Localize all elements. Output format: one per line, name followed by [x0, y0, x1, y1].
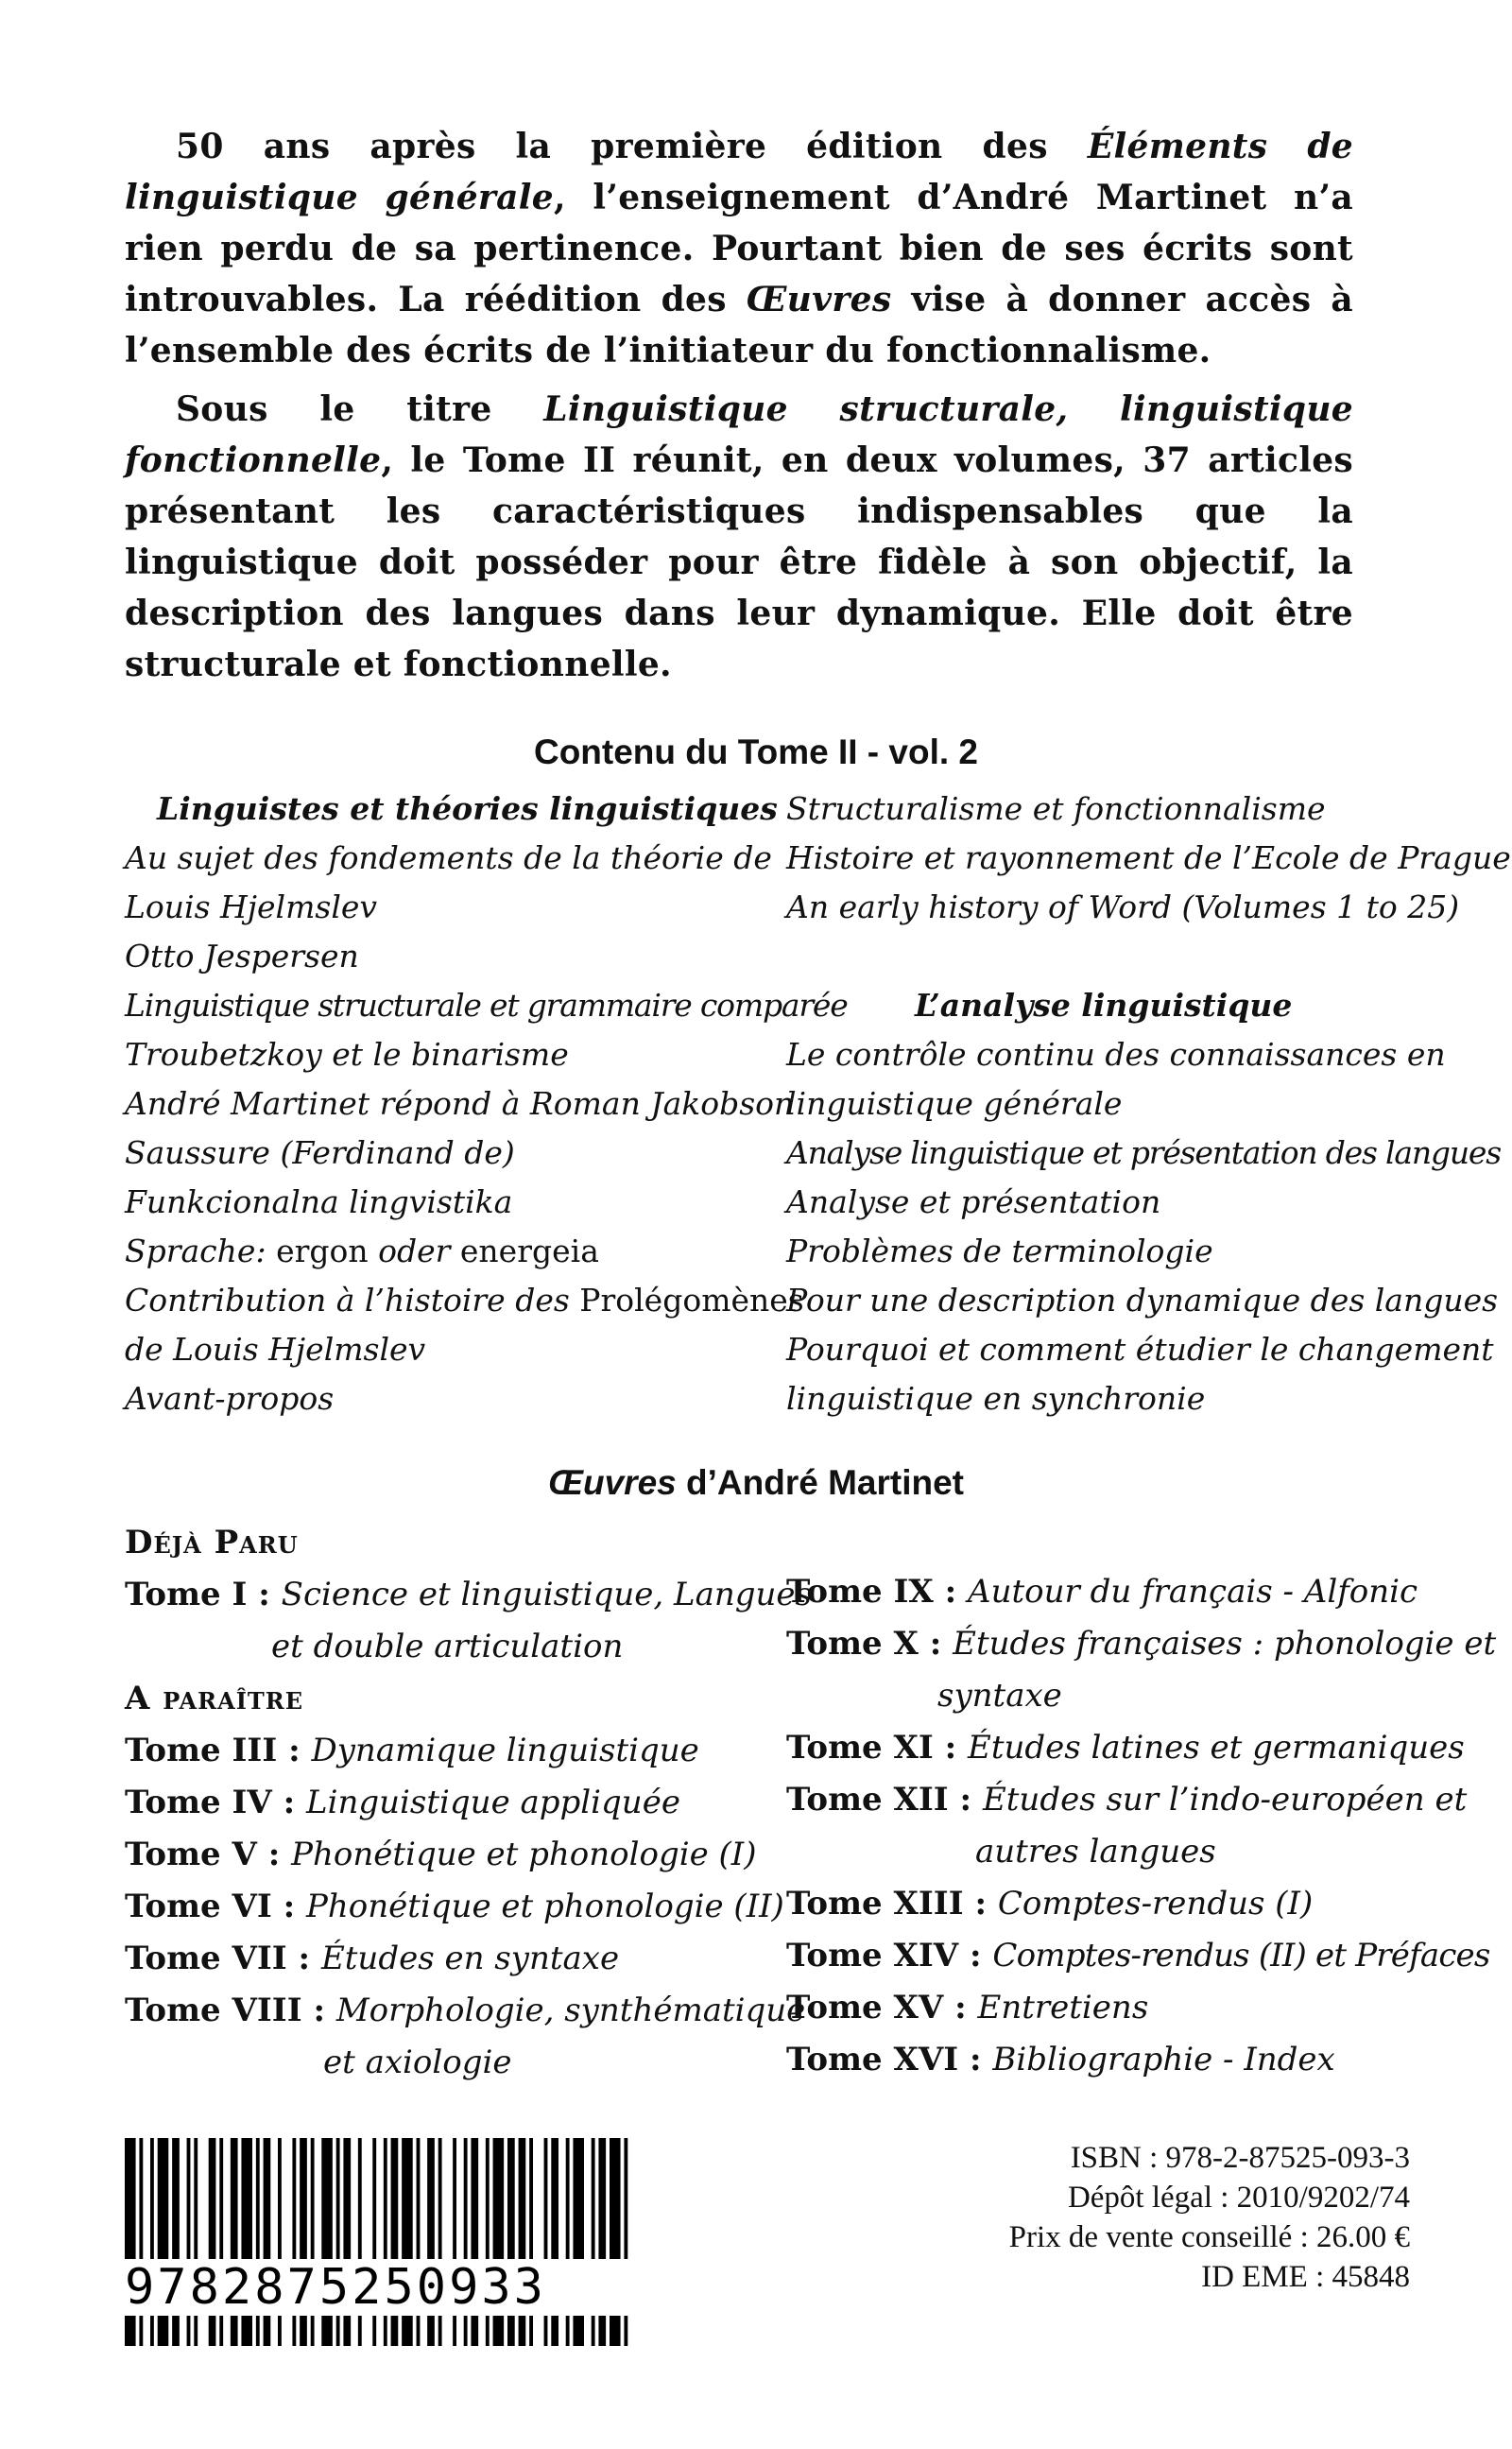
tome-label: Tome VIII : — [125, 1992, 336, 2029]
right-section-heading: L’analyse linguistique — [915, 987, 1293, 1024]
sprache-word: Sprache: — [125, 1233, 266, 1269]
left-item: Linguistique structurale et grammaire comparée — [125, 987, 848, 1024]
right-item: Problèmes de terminologie — [786, 1233, 1213, 1269]
tome-title: Phonétique et phonologie (II) — [306, 1888, 784, 1925]
intro-p1-text-c: vise à donner accès à l’ensemble des écrits de l’initiateur du fonctionnalisme. — [125, 280, 1353, 371]
left-item-sprache — [125, 1227, 786, 1276]
tome-label: Tome V : — [125, 1836, 292, 1873]
tome-title-continued: autres langues — [975, 1833, 1216, 1871]
intro-paragraph-1 — [125, 121, 1353, 376]
intro-p2-series-title: Linguistique structurale, linguistique fonctionnelle — [125, 389, 1353, 480]
tome-title: Comptes-rendus (I) — [997, 1885, 1314, 1923]
right-item: linguistique en synchronie — [786, 1380, 1206, 1417]
left-item: Funkcionalna lingvistika — [125, 1183, 513, 1220]
tome-label: Tome IX : — [786, 1573, 969, 1611]
a-paraitre-label: A paraître — [125, 1680, 304, 1717]
tome-entry — [125, 1829, 786, 1881]
intro-p1-text-a: 50 ans après la première édition des — [176, 127, 1088, 166]
intro-p1-text-b: , l’enseignement d’André Martinet n’a rien perdu de sa pertinence. Pourtant bien de ses écrits sont introuvables. La réédition des — [125, 178, 1353, 319]
intro-paragraph-2 — [125, 384, 1353, 690]
tome-title: Morphologie, synthématique — [335, 1992, 806, 2029]
tome-title-continued: syntaxe — [937, 1677, 1062, 1715]
contents-left-column — [125, 785, 848, 1423]
tome-label: Tome XIV : — [786, 1937, 993, 1975]
left-item: Au sujet des fondements de la théorie de — [125, 839, 772, 876]
tome-entry — [786, 1930, 1490, 1982]
contribution-text: Contribution à l’histoire des — [125, 1282, 580, 1319]
right-item: Analyse linguistique et présentation des langues — [786, 1134, 1501, 1171]
tome-title: Études sur l’indo-européen et — [982, 1781, 1468, 1819]
oeuvres-heading-italic: Œuvres — [548, 1463, 677, 1502]
oeuvres-heading — [0, 1463, 1512, 1503]
contents-right-column — [786, 785, 1511, 1423]
tome-entry — [786, 1722, 1465, 1774]
tome-title: Science et linguistique, Langues — [281, 1576, 812, 1613]
left-item: Saussure (Ferdinand de) — [125, 1134, 515, 1171]
tome-title: Études françaises : phonologie et — [953, 1625, 1497, 1663]
left-section-heading: Linguistes et théories linguistiques — [157, 790, 778, 827]
tome-label: Tome XV : — [786, 1989, 978, 2026]
tome-entry — [786, 1618, 1497, 1670]
tome-entry — [786, 1982, 1448, 2034]
tome-title: Études en syntaxe — [320, 1940, 620, 1977]
isbn-text: ISBN : 978-2-87525-093-3 — [1070, 2141, 1410, 2175]
tome-title: Bibliographie - Index — [992, 2041, 1335, 2078]
tome-title: Autour du français - Alfonic — [968, 1573, 1418, 1611]
tome-entry — [786, 1566, 1448, 1618]
tome-entry — [125, 1725, 786, 1777]
intro-p1-oeuvres: Œuvres — [746, 280, 892, 319]
tome-title: Études latines et germaniques — [968, 1729, 1465, 1767]
tome-label: Tome IV : — [125, 1784, 307, 1821]
intro-p1-book-title: Éléments de linguistique générale — [125, 127, 1353, 217]
intro-p2-text-b: , le Tome II réunit, en deux volumes, 37 articles présentant les caractéristiques indispensables que la linguistique doit posséder pour être fidèle à son objectif, la description des langues dans leur dynamique. Elle doit être structurale et fonctionnelle. — [125, 440, 1353, 684]
prolegomenes-word: Prolégomènes — [579, 1282, 804, 1319]
tome-title: Dynamique linguistique — [311, 1732, 699, 1769]
depot-legal-text: Dépôt légal : 2010/9202/74 — [1067, 2181, 1410, 2215]
colophon — [1009, 2138, 1410, 2297]
tome-title: Comptes-rendus (II) et Préfaces — [992, 1937, 1490, 1975]
deja-paru-label: Déjà Paru — [125, 1524, 299, 1561]
oder-word: oder — [378, 1233, 451, 1269]
right-item: linguistique générale — [786, 1085, 1123, 1122]
tome-entry — [125, 1777, 786, 1829]
ergon-word: ergon — [266, 1233, 379, 1269]
tome-entry — [786, 2034, 1448, 2086]
price-text: Prix de vente conseillé : 26.00 € — [1008, 2220, 1410, 2254]
tome-label: Tome III : — [125, 1732, 312, 1769]
tome-title: Phonétique et phonologie (I) — [291, 1836, 757, 1873]
right-item: Structuralisme et fonctionnalisme — [786, 790, 1326, 827]
tome-entry — [125, 1569, 812, 1621]
tome-label: Tome XII : — [786, 1781, 983, 1819]
left-item: Louis Hjelmslev — [125, 888, 378, 925]
barcode-digits: 9782875250933 — [125, 2259, 635, 2316]
tome-entry — [786, 1878, 1448, 1930]
oeuvres-heading-rest: d’André Martinet — [676, 1463, 964, 1502]
right-item: Pourquoi et comment étudier le changement — [786, 1331, 1494, 1368]
tome-title-continued: et double articulation — [271, 1628, 624, 1665]
left-item: Otto Jespersen — [125, 938, 359, 974]
intro-text — [125, 121, 1353, 698]
tome-label: Tome VI : — [125, 1888, 307, 1925]
tomes-right-column — [786, 1566, 1497, 2086]
tome-label: Tome I : — [125, 1576, 282, 1613]
right-item: Histoire et rayonnement de l’Ecole de Prague — [786, 839, 1511, 876]
left-item: Troubetzkoy et le binarisme — [125, 1036, 569, 1073]
right-item: An early history of Word (Volumes 1 to 25) — [786, 888, 1460, 925]
tome-label: Tome XVI : — [786, 2041, 993, 2078]
energeia-word: energeia — [450, 1233, 599, 1269]
tomes-left-column — [125, 1517, 812, 2089]
intro-p2-text-a: Sous le titre — [176, 389, 544, 429]
left-item: Avant-propos — [125, 1380, 335, 1417]
left-item: André Martinet répond à Roman Jakobson — [125, 1085, 795, 1122]
left-item: de Louis Hjelmslev — [125, 1331, 426, 1368]
right-item: Analyse et présentation — [786, 1183, 1161, 1220]
left-item-contribution — [125, 1276, 804, 1325]
tome-label: Tome VII : — [125, 1940, 321, 1977]
tome-title: Entretiens — [977, 1989, 1149, 2026]
tome-title-continued: et axiologie — [323, 2044, 512, 2081]
right-item: Pour une description dynamique des langues — [786, 1282, 1499, 1319]
tome-entry — [125, 1933, 786, 1985]
contents-heading: Contenu du Tome II - vol. 2 — [533, 733, 979, 771]
tome-label: Tome X : — [786, 1625, 954, 1663]
tome-entry — [125, 1881, 786, 1933]
tome-entry — [786, 1774, 1468, 1826]
tome-title: Linguistique appliquée — [306, 1784, 680, 1821]
right-item: Le contrôle continu des connaissances en — [786, 1036, 1446, 1073]
tome-label: Tome XIII : — [786, 1885, 998, 1923]
tome-label: Tome XI : — [786, 1729, 969, 1767]
id-eme-text: ID EME : 45848 — [1201, 2260, 1410, 2294]
tome-entry — [125, 1985, 806, 2037]
